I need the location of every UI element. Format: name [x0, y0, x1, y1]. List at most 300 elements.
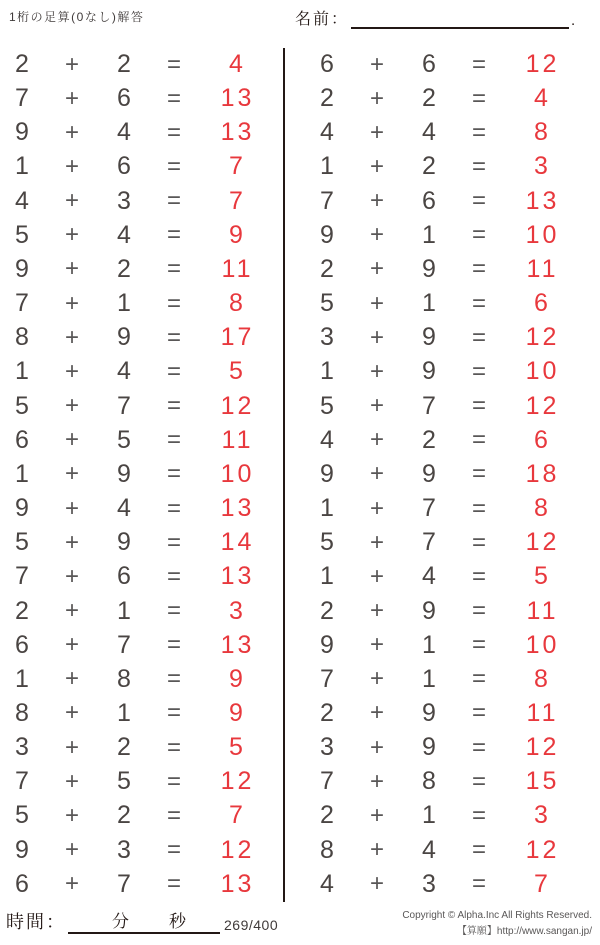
answer-value: 12	[220, 835, 255, 864]
answer-value: 9	[229, 664, 246, 693]
problem-row	[285, 836, 600, 862]
answer-value: 13	[220, 630, 255, 659]
operand-2: 9	[422, 596, 436, 625]
answer-value: 3	[534, 801, 551, 830]
operand-2: 5	[117, 425, 131, 454]
plus-icon: +	[64, 836, 79, 864]
operand-1: 7	[320, 186, 334, 215]
plus-icon: +	[64, 631, 79, 659]
operand-1: 7	[15, 289, 29, 318]
plus-icon: +	[64, 50, 79, 78]
plus-icon: +	[369, 118, 384, 146]
problem-row	[285, 221, 600, 247]
plus-icon: +	[64, 699, 79, 727]
answer-value: 6	[534, 289, 551, 318]
plus-icon: +	[64, 494, 79, 522]
answer-value: 13	[525, 186, 560, 215]
operand-2: 4	[117, 118, 131, 147]
plus-icon: +	[64, 221, 79, 249]
problem-row	[0, 118, 283, 147]
equals-icon: =	[471, 221, 486, 249]
equals-icon: =	[471, 528, 486, 556]
operand-1: 1	[15, 459, 29, 488]
operand-2: 6	[422, 186, 436, 215]
equals-icon: =	[471, 392, 486, 420]
problem-row	[285, 631, 600, 657]
equals-icon: =	[471, 836, 486, 864]
answer-value: 12	[220, 391, 255, 420]
problem-row	[285, 767, 600, 796]
plus-icon: +	[369, 733, 384, 761]
operand-1: 9	[320, 459, 334, 488]
plus-icon: +	[64, 426, 79, 454]
operand-1: 2	[320, 84, 334, 113]
answer-value: 11	[221, 254, 254, 283]
answer-value: 8	[534, 494, 551, 523]
plus-icon: +	[64, 597, 79, 624]
operand-1: 5	[15, 801, 29, 830]
operand-2: 4	[117, 357, 131, 386]
problem-rows-left	[0, 48, 283, 902]
answer-value: 6	[534, 425, 551, 454]
operand-2: 1	[422, 289, 436, 318]
operand-1: 3	[15, 733, 29, 762]
equals-icon: =	[166, 460, 181, 488]
problem-row	[285, 50, 600, 76]
problem-row	[285, 289, 600, 318]
problem-row	[285, 426, 600, 452]
equals-icon: =	[471, 562, 486, 590]
name-field	[295, 6, 575, 29]
answer-value: 9	[229, 220, 246, 249]
problem-row	[0, 494, 283, 523]
answer-value: 7	[534, 869, 551, 898]
operand-2: 6	[422, 50, 436, 78]
answer-value: 3	[229, 596, 246, 625]
problem-rows-right	[285, 48, 600, 902]
operand-2: 2	[117, 254, 131, 283]
operand-2: 1	[422, 630, 436, 659]
problem-row	[285, 118, 600, 147]
operand-2: 1	[422, 220, 436, 249]
plus-icon: +	[64, 323, 79, 351]
plus-icon: +	[369, 357, 384, 385]
plus-icon: +	[64, 870, 79, 898]
operand-1: 1	[15, 664, 29, 693]
equals-icon: =	[471, 733, 486, 761]
problem-row	[285, 699, 600, 725]
equals-icon: =	[166, 801, 181, 829]
equals-icon: =	[471, 597, 486, 624]
answer-value: 8	[534, 664, 551, 693]
plus-icon: +	[369, 426, 384, 454]
operand-1: 9	[15, 835, 29, 864]
problem-row	[285, 357, 600, 386]
operand-1: 8	[320, 835, 334, 864]
problem-row	[0, 767, 283, 796]
plus-icon: +	[369, 528, 384, 556]
equals-icon: =	[471, 426, 486, 454]
operand-1: 6	[15, 425, 29, 454]
answer-value: 17	[220, 323, 255, 352]
plus-icon: +	[369, 665, 384, 693]
equals-icon: =	[166, 392, 181, 420]
operand-2: 2	[422, 152, 436, 181]
operand-2: 2	[117, 801, 131, 830]
answer-value: 12	[525, 835, 560, 864]
problem-row	[0, 460, 283, 486]
plus-icon: +	[369, 767, 384, 795]
operand-2: 2	[117, 733, 131, 762]
operand-2: 7	[422, 528, 436, 557]
equals-icon: =	[471, 767, 486, 795]
operand-1: 2	[320, 596, 334, 625]
time-field	[6, 908, 220, 934]
problem-row	[0, 801, 283, 830]
plus-icon: +	[64, 665, 79, 693]
plus-icon: +	[64, 528, 79, 556]
answer-value: 11	[526, 698, 559, 727]
problem-row	[285, 187, 600, 213]
problem-row	[0, 187, 283, 213]
operand-2: 9	[422, 254, 436, 283]
equals-icon: =	[166, 221, 181, 249]
problem-row	[285, 870, 600, 896]
plus-icon: +	[64, 118, 79, 146]
answer-value: 10	[220, 459, 255, 488]
operand-1: 2	[320, 698, 334, 727]
plus-icon: +	[369, 460, 384, 488]
equals-icon: =	[166, 597, 181, 624]
plus-icon: +	[369, 631, 384, 659]
operand-1: 6	[15, 869, 29, 898]
plus-icon: +	[369, 50, 384, 78]
answer-value: 8	[534, 118, 551, 147]
plus-icon: +	[64, 187, 79, 215]
plus-icon: +	[369, 870, 384, 898]
time-blank-line	[68, 908, 220, 934]
answer-value: 15	[525, 767, 560, 796]
plus-icon: +	[64, 801, 79, 829]
operand-1: 5	[15, 528, 29, 557]
equals-icon: =	[471, 665, 486, 693]
answer-value: 3	[534, 152, 551, 181]
equals-icon: =	[166, 562, 181, 590]
operand-2: 6	[117, 84, 131, 113]
problem-row	[0, 665, 283, 691]
answer-value: 5	[229, 733, 246, 762]
equals-icon: =	[166, 357, 181, 385]
equals-icon: =	[471, 187, 486, 215]
answer-value: 11	[221, 425, 254, 454]
problem-row	[0, 699, 283, 725]
problem-row	[0, 289, 283, 318]
answer-value: 11	[526, 254, 559, 283]
plus-icon: +	[369, 597, 384, 624]
problem-row	[285, 494, 600, 523]
answer-value: 13	[220, 494, 255, 523]
answer-value: 10	[525, 357, 560, 386]
operand-1: 2	[15, 596, 29, 625]
answer-value: 8	[229, 289, 246, 318]
plus-icon: +	[369, 323, 384, 351]
operand-2: 8	[117, 664, 131, 693]
plus-icon: +	[369, 836, 384, 864]
answer-value: 12	[220, 767, 255, 796]
problem-row	[0, 870, 283, 896]
plus-icon: +	[64, 289, 79, 317]
answer-value: 7	[229, 152, 246, 181]
operand-1: 3	[320, 733, 334, 762]
operand-1: 7	[15, 84, 29, 113]
equals-icon: =	[471, 289, 486, 317]
problem-row	[0, 631, 283, 657]
operand-2: 9	[422, 698, 436, 727]
answer-value: 13	[220, 84, 255, 113]
plus-icon: +	[64, 562, 79, 590]
answer-value: 18	[525, 459, 560, 488]
operand-2: 7	[117, 391, 131, 420]
equals-icon: =	[166, 255, 181, 283]
equals-icon: =	[471, 494, 486, 522]
operand-1: 9	[15, 254, 29, 283]
problem-row	[0, 597, 283, 623]
equals-icon: =	[166, 836, 181, 864]
answer-value: 5	[229, 357, 246, 386]
operand-2: 2	[117, 50, 131, 78]
equals-icon: =	[166, 289, 181, 317]
name-label: 名前：	[295, 11, 350, 28]
operand-1: 9	[15, 494, 29, 523]
equals-icon: =	[166, 870, 181, 898]
operand-2: 4	[422, 562, 436, 591]
problem-row	[285, 152, 600, 181]
plus-icon: +	[64, 152, 79, 180]
plus-icon: +	[64, 733, 79, 761]
equals-icon: =	[471, 460, 486, 488]
operand-2: 9	[422, 733, 436, 762]
operand-2: 6	[117, 562, 131, 591]
equals-icon: =	[166, 528, 181, 556]
operand-2: 3	[422, 869, 436, 898]
operand-1: 7	[320, 767, 334, 796]
answer-value: 11	[526, 596, 559, 625]
operand-1: 7	[15, 767, 29, 796]
operand-1: 9	[15, 118, 29, 147]
operand-2: 4	[117, 220, 131, 249]
answer-value: 12	[525, 50, 560, 78]
equals-icon: =	[471, 357, 486, 385]
operand-1: 1	[320, 562, 334, 591]
plus-icon: +	[369, 221, 384, 249]
operand-1: 2	[15, 50, 29, 78]
problem-row	[285, 460, 600, 486]
operand-2: 9	[422, 323, 436, 352]
plus-icon: +	[369, 152, 384, 180]
operand-1: 4	[320, 425, 334, 454]
answer-value: 4	[534, 84, 551, 113]
problem-row	[0, 392, 283, 418]
problems-column-right	[285, 48, 600, 902]
plus-icon: +	[64, 84, 79, 112]
answer-value: 4	[229, 50, 246, 78]
problem-row	[0, 84, 283, 113]
problem-row	[0, 255, 283, 281]
operand-1: 4	[320, 869, 334, 898]
operand-1: 1	[320, 494, 334, 523]
problem-row	[0, 357, 283, 386]
problem-row	[285, 528, 600, 557]
equals-icon: =	[471, 84, 486, 112]
equals-icon: =	[166, 631, 181, 659]
operand-1: 1	[15, 152, 29, 181]
operand-2: 9	[117, 459, 131, 488]
plus-icon: +	[369, 494, 384, 522]
operand-2: 4	[117, 494, 131, 523]
equals-icon: =	[471, 255, 486, 283]
operand-2: 1	[117, 289, 131, 318]
problem-row	[0, 562, 283, 591]
plus-icon: +	[64, 460, 79, 488]
copyright-notice	[402, 908, 592, 939]
operand-2: 4	[422, 835, 436, 864]
equals-icon: =	[471, 118, 486, 146]
plus-icon: +	[64, 392, 79, 420]
equals-icon: =	[471, 870, 486, 898]
answer-value: 9	[229, 698, 246, 727]
plus-icon: +	[369, 801, 384, 829]
problem-row	[285, 323, 600, 352]
plus-icon: +	[369, 562, 384, 590]
plus-icon: +	[369, 392, 384, 420]
problem-row	[0, 221, 283, 247]
answer-value: 12	[525, 733, 560, 762]
operand-2: 3	[117, 186, 131, 215]
operand-1: 1	[320, 152, 334, 181]
answer-value: 7	[229, 801, 246, 830]
time-label: 時間：	[6, 912, 66, 932]
problems-column-left	[0, 48, 283, 902]
operand-1: 1	[15, 357, 29, 386]
operand-1: 3	[320, 323, 334, 352]
operand-2: 9	[422, 459, 436, 488]
problem-row	[285, 562, 600, 591]
answer-value: 13	[220, 869, 255, 898]
answer-value: 12	[525, 391, 560, 420]
equals-icon: =	[471, 50, 486, 78]
plus-icon: +	[369, 289, 384, 317]
operand-2: 1	[422, 801, 436, 830]
answer-value: 12	[525, 528, 560, 557]
problem-row	[285, 665, 600, 691]
problem-row	[0, 528, 283, 557]
operand-2: 2	[422, 425, 436, 454]
equals-icon: =	[166, 767, 181, 795]
equals-icon: =	[471, 801, 486, 829]
equals-icon: =	[166, 50, 181, 78]
operand-1: 9	[320, 630, 334, 659]
operand-1: 5	[320, 528, 334, 557]
problem-row	[0, 323, 283, 352]
operand-1: 4	[15, 186, 29, 215]
problem-row	[285, 733, 600, 762]
answer-value: 5	[534, 562, 551, 591]
operand-1: 6	[320, 50, 334, 78]
plus-icon: +	[64, 767, 79, 795]
operand-1: 5	[15, 391, 29, 420]
equals-icon: =	[166, 733, 181, 761]
equals-icon: =	[166, 323, 181, 351]
operand-2: 5	[117, 767, 131, 796]
problem-row	[285, 255, 600, 281]
plus-icon: +	[369, 699, 384, 727]
answer-value: 14	[220, 528, 255, 557]
problem-row	[0, 426, 283, 452]
answer-value: 13	[220, 562, 255, 591]
operand-2: 8	[422, 767, 436, 796]
problem-row	[0, 152, 283, 181]
equals-icon: =	[166, 152, 181, 180]
equals-icon: =	[471, 152, 486, 180]
operand-1: 5	[320, 391, 334, 420]
problem-row	[285, 84, 600, 113]
operand-2: 4	[422, 118, 436, 147]
problem-row	[285, 392, 600, 418]
plus-icon: +	[369, 84, 384, 112]
seconds-unit-label: 秒	[169, 912, 186, 931]
page-title: 1桁の足算(0なし)解答	[9, 10, 145, 24]
plus-icon: +	[369, 187, 384, 215]
problem-row	[0, 50, 283, 76]
operand-2: 7	[422, 391, 436, 420]
answer-value: 10	[525, 630, 560, 659]
operand-2: 1	[117, 596, 131, 625]
equals-icon: =	[471, 631, 486, 659]
name-blank-line	[351, 7, 569, 29]
operand-1: 8	[15, 323, 29, 352]
problem-row	[0, 836, 283, 862]
problem-row	[0, 733, 283, 762]
problems-area	[0, 48, 600, 902]
equals-icon: =	[166, 494, 181, 522]
operand-1: 7	[320, 664, 334, 693]
operand-2: 2	[422, 84, 436, 113]
copyright-line2: 【算願】http://www.sangan.jp/	[456, 925, 592, 937]
sheet-counter: 269/400	[224, 917, 279, 933]
operand-2: 3	[117, 835, 131, 864]
equals-icon: =	[166, 426, 181, 454]
plus-icon: +	[64, 255, 79, 283]
answer-value: 13	[220, 118, 255, 147]
operand-1: 2	[320, 254, 334, 283]
operand-2: 1	[117, 698, 131, 727]
operand-1: 2	[320, 801, 334, 830]
equals-icon: =	[471, 699, 486, 727]
operand-1: 9	[320, 220, 334, 249]
operand-1: 7	[15, 562, 29, 591]
equals-icon: =	[166, 665, 181, 693]
equals-icon: =	[166, 118, 181, 146]
problem-row	[285, 597, 600, 623]
operand-2: 7	[117, 869, 131, 898]
operand-2: 9	[422, 357, 436, 386]
problem-row	[285, 801, 600, 830]
equals-icon: =	[166, 187, 181, 215]
operand-1: 4	[320, 118, 334, 147]
copyright-line1: Copyright © Alpha.Inc All Rights Reserved.	[402, 910, 592, 921]
operand-2: 7	[422, 494, 436, 523]
operand-2: 9	[117, 528, 131, 557]
